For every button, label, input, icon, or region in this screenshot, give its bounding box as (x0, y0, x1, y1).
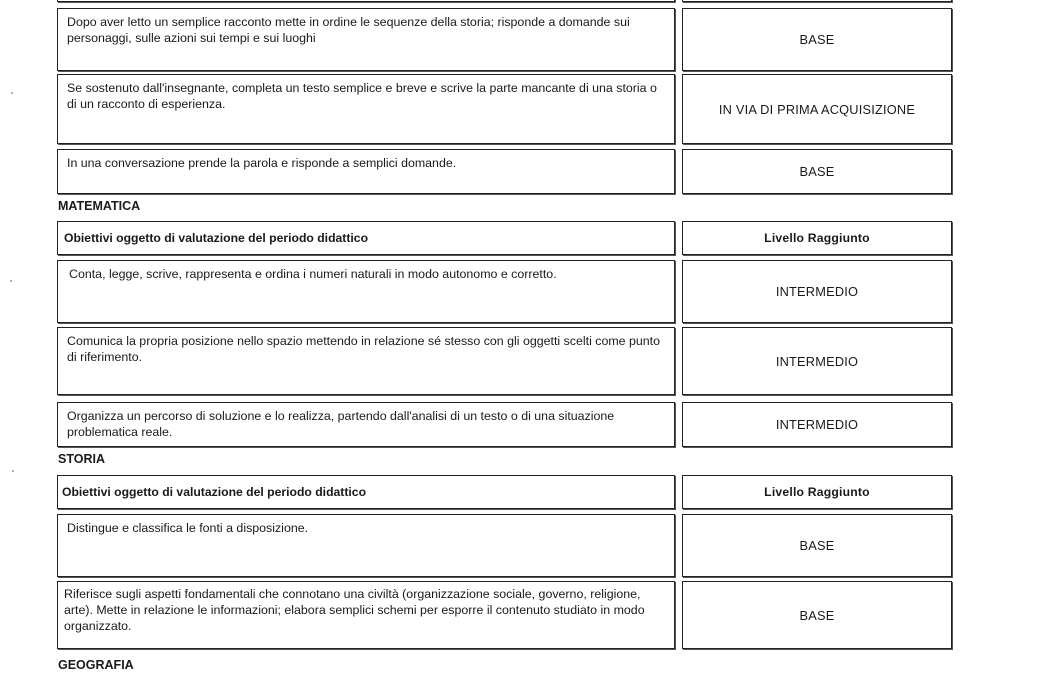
matematica-header-objectives (57, 221, 675, 255)
cropped-row-left (57, 0, 675, 2)
matematica-objective-3 (57, 402, 675, 447)
storia-header-objectives (57, 475, 675, 509)
storia-objective-2 (57, 581, 675, 649)
objective-text: Distingue e classifica le fonti a disposizione. (67, 521, 309, 535)
matematica-level-1 (682, 260, 952, 323)
objective-text: Conta, legge, scrive, rappresenta e ordina i numeri naturali in modo autonomo e corretto. (69, 267, 557, 281)
matematica-header-level (682, 221, 952, 255)
objective-text: Se sostenuto dall'insegnante, completa un testo semplice e breve e scrive la parte mancante di una storia o di un racconto di esperienza. (67, 81, 657, 111)
cropped-row-right (682, 0, 952, 2)
section-title-geografia: GEOGRAFIA (58, 658, 134, 672)
objective-text: In una conversazione prende la parola e risponde a semplici domande. (67, 156, 457, 170)
italiano-objective-3 (57, 149, 675, 194)
italiano-objective-1 (57, 8, 675, 71)
matematica-objective-2 (57, 327, 675, 395)
storia-header-level (682, 475, 952, 509)
scan-speck (12, 470, 14, 472)
section-title-matematica: MATEMATICA (58, 199, 141, 213)
level-text: BASE (799, 538, 835, 553)
header-text: Livello Raggiunto (764, 485, 870, 499)
level-text: INTERMEDIO (775, 284, 859, 299)
storia-objective-1 (57, 514, 675, 577)
header-text: Livello Raggiunto (764, 231, 870, 245)
objective-text: Riferisce sugli aspetti fondamentali che connotano una civiltà (organizzazione sociale, governo, religione, arte). Mette in relazione le informazioni; elabora semplici schemi per esporre il contenuto studiato in modo organizzato. (64, 587, 645, 633)
italiano-objective-2 (57, 74, 675, 144)
matematica-level-3 (682, 402, 952, 447)
header-text: Obiettivi oggetto di valutazione del periodo didattico (62, 485, 367, 499)
level-text: INTERMEDIO (775, 417, 859, 432)
matematica-objective-1 (57, 260, 675, 323)
scan-speck (10, 280, 12, 282)
matematica-level-2 (682, 327, 952, 395)
italiano-level-1 (682, 8, 952, 71)
header-text: Obiettivi oggetto di valutazione del periodo didattico (64, 231, 369, 245)
section-title-storia: STORIA (58, 452, 105, 466)
scan-speck (11, 92, 13, 94)
objective-text: Organizza un percorso di soluzione e lo realizza, partendo dall'analisi di un testo o di una situazione problematica reale. (67, 409, 615, 439)
level-text: IN VIA DI PRIMA ACQUISIZIONE (718, 101, 916, 117)
italiano-level-3 (682, 149, 952, 194)
storia-level-2 (682, 581, 952, 649)
level-text: BASE (799, 32, 835, 47)
level-text: BASE (799, 607, 835, 623)
italiano-level-2 (682, 74, 952, 144)
level-text: BASE (799, 164, 835, 179)
level-text: INTERMEDIO (775, 353, 859, 369)
storia-level-1 (682, 514, 952, 577)
objective-text: Comunica la propria posizione nello spazio mettendo in relazione sé stesso con gli oggetti scelti come punto di riferimento. (67, 334, 661, 364)
objective-text: Dopo aver letto un semplice racconto mette in ordine le sequenze della storia; risponde a domande sui personaggi, sulle azioni sui tempi e sui luoghi (67, 15, 630, 45)
